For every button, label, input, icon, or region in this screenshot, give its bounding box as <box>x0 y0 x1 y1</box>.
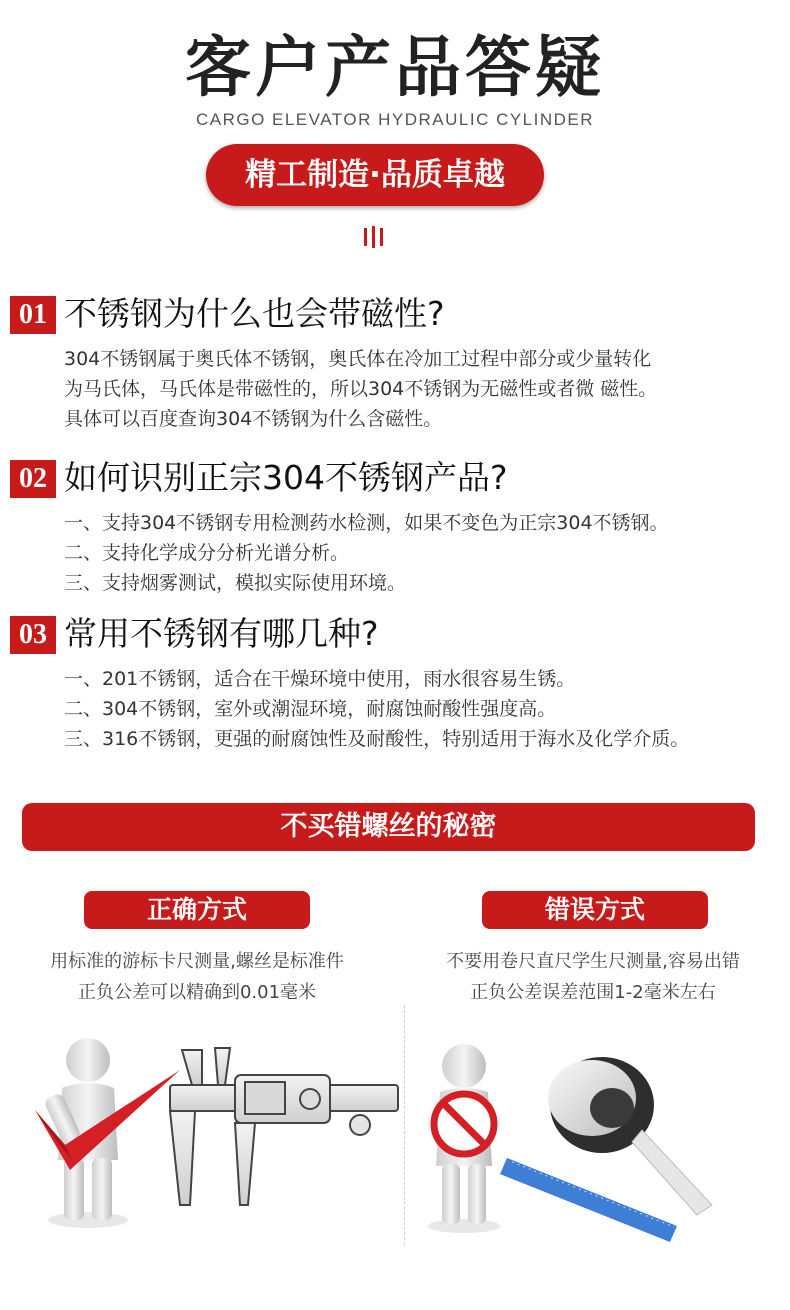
correct-desc-line: 正负公差可以精确到0.01毫米 <box>77 982 317 1003</box>
faq-answer-line: 三、支持烟雾测试，模拟实际使用环境。 <box>64 572 407 594</box>
page-title: 客户产品答疑 <box>185 29 605 106</box>
divider-bars-icon <box>360 226 390 248</box>
slogan-badge: 精工制造·品质卓越 <box>206 144 544 206</box>
faq-number: 03 <box>10 616 56 654</box>
wrong-method-desc <box>398 946 788 1008</box>
correct-method-desc <box>2 946 392 1008</box>
correct-desc-line: 用标准的游标卡尺测量,螺丝是标准件 <box>50 951 344 972</box>
faq-answer-line: 具体可以百度查询304不锈钢为什么含磁性。 <box>64 408 443 430</box>
faq-question: 常用不锈钢有哪几种? <box>64 614 379 653</box>
prohibited-icon <box>434 1094 494 1154</box>
faq-number: 01 <box>10 296 56 334</box>
wrong-desc-line: 正负公差误差范围1-2毫米左右 <box>470 982 716 1003</box>
faq-answer <box>64 508 669 598</box>
ruler-icon <box>500 1158 677 1242</box>
faq-answer <box>64 344 657 434</box>
wrong-desc-line: 不要用卷尺直尺学生尺测量,容易出错 <box>446 951 740 972</box>
faq-number: 02 <box>10 460 56 498</box>
faq-answer-line: 一、支持304不锈钢专用检测药水检测，如果不变色为正宗304不锈钢。 <box>64 512 669 534</box>
wrong-method-label: 错误方式 <box>482 891 708 929</box>
caliper-icon <box>170 1048 398 1205</box>
faq-answer-line: 二、支持化学成分分析光谱分析。 <box>64 542 350 564</box>
faq-question: 如何识别正宗304不锈钢产品? <box>64 458 508 497</box>
correct-method-illustration <box>20 1030 400 1250</box>
faq-answer-line: 一、201不锈钢，适合在干燥环境中使用，雨水很容易生锈。 <box>64 668 576 690</box>
faq-answer-line: 三、316不锈钢，更强的耐腐蚀性及耐酸性，特别适用于海水及化学介质。 <box>64 728 690 750</box>
faq-answer-line: 为马氏体，马氏体是带磁性的，所以304不锈钢为无磁性或者微 磁性。 <box>64 378 658 400</box>
section-divider <box>404 1005 405 1245</box>
wrong-method-illustration <box>412 1030 784 1250</box>
correct-method-label: 正确方式 <box>84 891 310 929</box>
page-subtitle: CARGO ELEVATOR HYDRAULIC CYLINDER <box>195 110 595 129</box>
secret-banner: 不买错螺丝的秘密 <box>22 803 755 851</box>
faq-question: 不锈钢为什么也会带磁性? <box>64 294 445 333</box>
faq-answer <box>64 664 689 754</box>
faq-answer-line: 二、304不锈钢，室外或潮湿环境，耐腐蚀耐酸性强度高。 <box>64 698 557 720</box>
faq-answer-line: 304不锈钢属于奥氏体不锈钢，奥氏体在冷加工过程中部分或少量转化 <box>64 348 652 370</box>
